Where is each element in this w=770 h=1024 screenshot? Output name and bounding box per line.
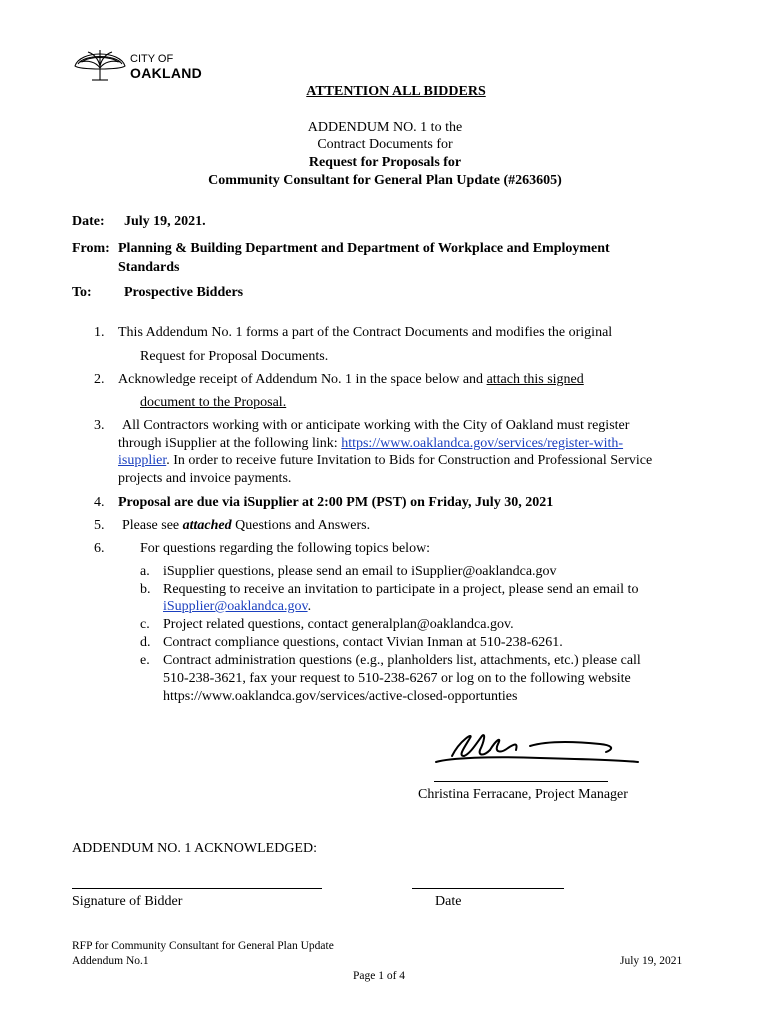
item-2-text-a: Acknowledge receipt of Addendum No. 1 in the space below and bbox=[118, 372, 487, 387]
item-number: 4. bbox=[94, 495, 105, 510]
subitem-d-text: Contract compliance questions, contact Vivian Inman at 510-238-6261. bbox=[163, 635, 563, 650]
to-label: To: bbox=[72, 285, 92, 300]
register-link-continued[interactable]: isupplier bbox=[118, 453, 167, 468]
signer-name: Christina Ferracane, Project Manager bbox=[418, 787, 628, 802]
item-3-line-c bbox=[118, 453, 652, 469]
subitem-b-line-2 bbox=[163, 599, 311, 615]
from-value-2: Standards bbox=[118, 260, 180, 275]
bidder-signature-line[interactable] bbox=[72, 888, 322, 889]
item-1-text-b: Request for Proposal Documents. bbox=[140, 349, 329, 364]
item-number: 3. bbox=[94, 418, 105, 433]
heading-line-1: ADDENDUM NO. 1 to the bbox=[307, 120, 463, 135]
ack-title: ADDENDUM NO. 1 ACKNOWLEDGED: bbox=[72, 841, 317, 856]
logo-line-1: CITY OF bbox=[130, 53, 174, 65]
item-number: 6. bbox=[94, 541, 105, 556]
subitem-letter: c. bbox=[140, 617, 150, 632]
item-3-text-d: projects and invoice payments. bbox=[118, 471, 292, 486]
subitem-letter: e. bbox=[140, 653, 150, 668]
item-3-text-c: . In order to receive future Invitation to Bids for Construction and Professional Service bbox=[166, 453, 653, 468]
date-value: July 19, 2021. bbox=[124, 214, 206, 229]
subitem-letter: d. bbox=[140, 635, 151, 650]
from-label: From: bbox=[72, 241, 110, 256]
subitem-letter: a. bbox=[140, 564, 150, 579]
oak-tree-icon bbox=[72, 44, 128, 82]
subitem-e-text-3: https://www.oaklandca.gov/services/active-closed-opportunties bbox=[163, 689, 518, 704]
subitem-b-text: Requesting to receive an invitation to participate in a project, please send an email to bbox=[163, 582, 639, 597]
item-5-emphasis: attached bbox=[182, 518, 232, 533]
page-number: Page 1 of 4 bbox=[353, 970, 406, 982]
subitem-a-text: iSupplier questions, please send an email to iSupplier@oaklandca.gov bbox=[163, 564, 557, 579]
item-2-text-a-underlined: attach this signed bbox=[486, 372, 584, 387]
handwritten-signature bbox=[430, 722, 642, 774]
logo-line-2: OAKLAND bbox=[130, 65, 203, 81]
heading-line-2: Contract Documents for bbox=[317, 137, 453, 152]
subitem-letter: b. bbox=[140, 582, 151, 597]
subitem-c-text: Project related questions, contact generalplan@oaklandca.gov. bbox=[163, 617, 514, 632]
footer-date: July 19, 2021 bbox=[620, 955, 683, 967]
subitem-b-tail: . bbox=[307, 599, 312, 614]
footer-left-1: RFP for Community Consultant for General Plan Update bbox=[72, 940, 334, 952]
footer-left-2: Addendum No.1 bbox=[72, 955, 149, 967]
subitem-e-text-1: Contract administration questions (e.g., planholders list, attachments, etc.) please call bbox=[163, 653, 641, 668]
item-3-text-a: All Contractors working with or anticipate working with the City of Oakland must register bbox=[122, 418, 630, 433]
bidder-signature-label: Signature of Bidder bbox=[72, 894, 183, 909]
item-5-text-b: Questions and Answers. bbox=[231, 518, 371, 533]
signature-line bbox=[434, 781, 608, 782]
heading-line-4: Community Consultant for General Plan Update (#263605) bbox=[208, 173, 562, 188]
date-label: Date: bbox=[72, 214, 105, 229]
item-2-text-b: document to the Proposal. bbox=[140, 395, 287, 410]
item-number: 2. bbox=[94, 372, 105, 387]
city-logo bbox=[72, 44, 212, 84]
bidder-date-label: Date bbox=[435, 894, 462, 909]
page-title: ATTENTION ALL BIDDERS bbox=[306, 84, 486, 99]
item-6-text: For questions regarding the following topics below: bbox=[140, 541, 431, 556]
to-value: Prospective Bidders bbox=[124, 285, 244, 300]
item-1-text-a: This Addendum No. 1 forms a part of the Contract Documents and modifies the original bbox=[118, 325, 613, 340]
item-3-text-b: through iSupplier at the following link: bbox=[118, 436, 342, 451]
item-3-line-b bbox=[118, 436, 623, 452]
from-value-1: Planning & Building Department and Department of Workplace and Employment bbox=[118, 241, 610, 256]
bidder-date-line[interactable] bbox=[412, 888, 564, 889]
heading-line-3: Request for Proposals for bbox=[308, 155, 462, 170]
isupplier-email-link[interactable]: iSupplier@oaklandca.gov bbox=[163, 599, 308, 614]
subitem-e-text-2: 510-238-3621, fax your request to 510-238-6267 or log on to the following website bbox=[163, 671, 631, 686]
register-link[interactable]: https://www.oaklandca.gov/services/register-with- bbox=[341, 436, 624, 451]
item-4-text: Proposal are due via iSupplier at 2:00 PM (PST) on Friday, July 30, 2021 bbox=[118, 495, 554, 510]
item-2-line-a bbox=[118, 372, 584, 388]
item-number: 5. bbox=[94, 518, 105, 533]
item-5-line bbox=[122, 518, 370, 534]
item-5-text-a: Please see bbox=[122, 518, 183, 533]
item-number: 1. bbox=[94, 325, 105, 340]
